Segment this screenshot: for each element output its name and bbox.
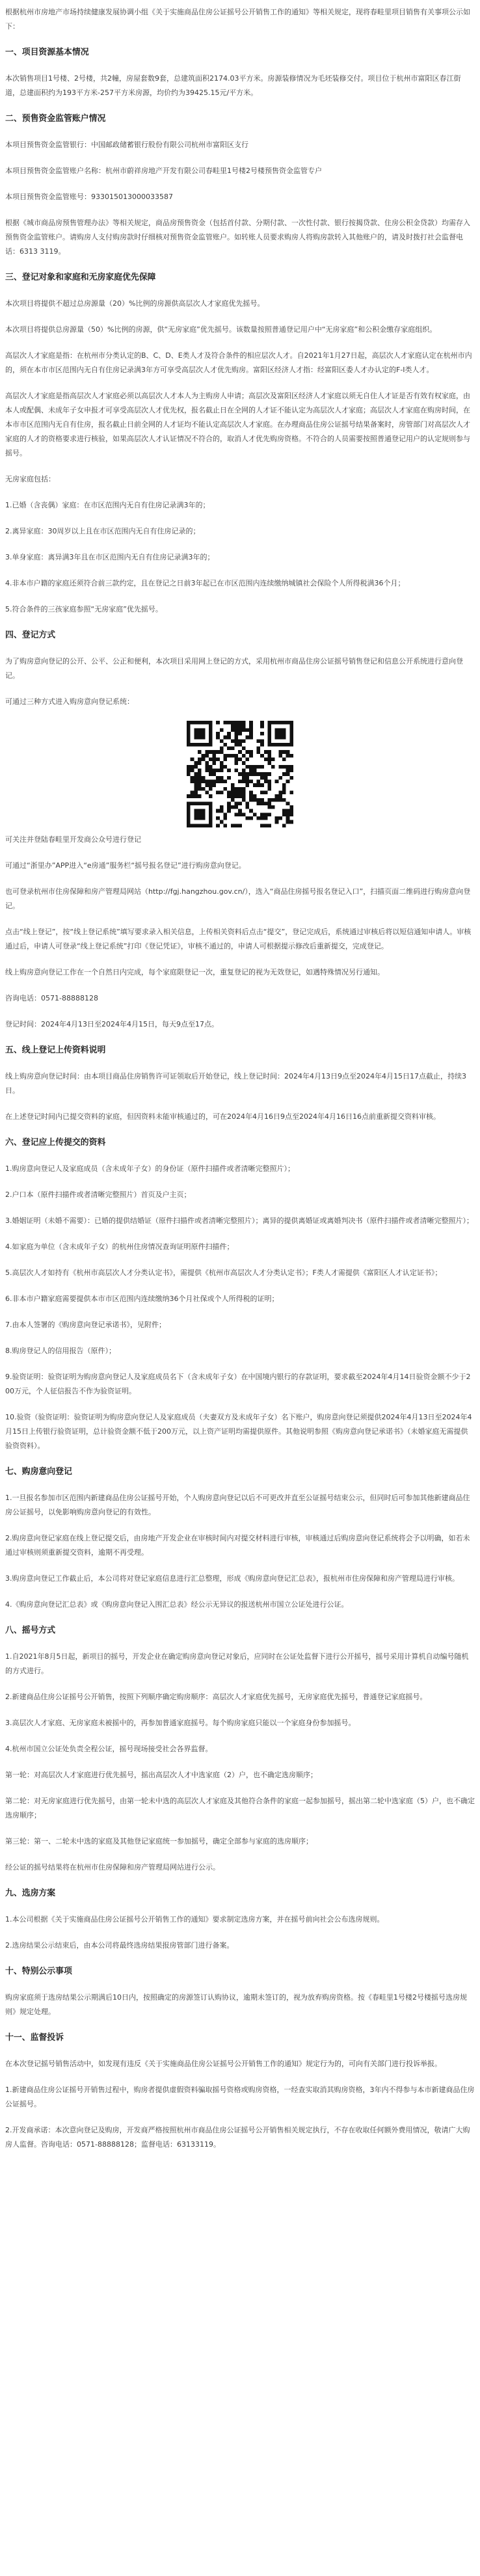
paragraph: 线上购房意向登记工作在一个自然日内完成，每个家庭限登记一次，重复登记的视为无效登记，如遇特殊情况另行通知。 [5,968,384,976]
section-heading: 八、摇号方式 [5,1626,56,1635]
paragraph: 登记时间：2024年4月13日至2024年4月15日，每天9点至17点。 [5,1020,219,1028]
paragraph: 购房家庭须于选房结果公示期满后10日内，按照确定的房源签订认购协议，逾期未签订的，视为放弃购房资格。按《春畦里1号楼2号楼摇号选房规则》规定处理。 [5,1993,467,2016]
paragraph: 本项目预售资金监管银行：中国邮政储蓄银行股份有限公司杭州市富阳区支行 [5,141,248,149]
paragraph: 3.婚姻证明（未婚不需要）：已婚的提供结婚证（原件扫描件或者清晰完整照片）；离异的提供离婚证或离婚判决书（原件扫描件或者清晰完整照片）； [5,1216,473,1225]
paragraph: 也可登录杭州市住房保障和房产管理局网站（http://fgj.hangzhou.gov.cn/），选入“商品住房摇号报名登记入口”，扫描页面二维码进行购房意向登记。 [5,887,471,910]
paragraph: 高层次人才家庭是指：在杭州市分类认定的B、C、D、E类人才及符合条件的相应层次人才。自2021年1月27日起，高层次人才家庭认定在杭州市内的，须在本市市区范围内无自有住房记录满3年方可享受高层次人才优先购房。富阳区经济人才指：经富阳区委人才办认定的F-I类人才。 [5,351,472,374]
paragraph: 6.非本市户籍家庭需要提供本市市区范围内连续缴纳36个月社保或个人所得税的证明； [5,1295,279,1303]
paragraph: 根据杭州市房地产市场持续健康发展协调小组《关于实施商品住房公证摇号公开销售工作的通知》等相关规定，现将春畦里项目销售有关事项公示如下： [5,8,470,31]
paragraph: 本次销售项目1号楼、2号楼，共2幢，房屋套数9套，总建筑面积2174.03平方米。房源装修情况为毛坯装修交付。项目位于杭州市富阳区春江街道，总建面积约为193平方米-257平方米房源，均价约为39425.15元/平方米。 [5,74,461,97]
paragraph: 1.自2021年8月5日起，新项目的摇号，开发企业在确定购房意向登记对象后，应同时在公证处监督下进行公开摇号，摇号采用计算机自动编号随机的方式进行。 [5,1652,469,1675]
paragraph: 4.杭州市国立公证处负责全程公证，摇号现场接受社会各界监督。 [5,1745,213,1753]
paragraph: 高层次人才家庭是指高层次人才家庭必须以高层次人才本人为主购房人申请；高层次及富阳区经济人才家庭以须无自住人才证是否有效有权家庭，由本人或配偶、未成年子女申报才可享受高层次人才优先权，报名截止日在全网的人才证不能认定为高层次人才家庭；高层次人才家庭在购房时间，在本市市区范围内无自有住房，报名截止日前全网的人才证均不能认定高层次人才家庭。在办理商品住房公证摇号结果备案时，房管部门对高层次人才家庭的人才的资格要求进行核验，如果高层次人才认证情况不符合的，取消人才优先购房资格。不符合的人员需要按照普通登记用户的认定规则参与摇号。 [5,392,470,457]
paragraph: 本项目预售资金监管账号：933015013000033587 [5,193,173,201]
section-heading: 六、登记应上传提交的资料 [5,1138,106,1147]
paragraph: 4.非本市户籍的家庭还须符合前三款约定，且在登记之日前3年起已在市区范围内连续缴纳城镇社会保险个人所得税满36个月； [5,579,405,587]
paragraph: 可通过三种方式进入购房意向登记系统： [5,697,134,706]
paragraph: 1.一旦报名参加市区范围内新建商品住房公证摇号开始，个人购房意向登记以后不可更改并直至公证摇号结束公示，但同时后可参加其他新建商品住房公证摇号，以免影响购房意向登记的有效性。 [5,1494,470,1516]
section-heading: 十、特别公示事项 [5,1966,72,1976]
paragraph: 4.《购房意向登记汇总表》或《购房意向登记入围汇总表》经公示无异议的报送杭州市国立公证处进行公证。 [5,1600,349,1609]
paragraph: 可通过“浙里办”APP进入“e房通”服务栏“摇号报名登记”进行购房意向登记。 [5,861,246,870]
paragraph: 经公证的摇号结果将在杭州市住房保障和房产管理局网站进行公示。 [5,1863,220,1872]
paragraph: 在本次登记摇号销售活动中，如发现有违反《关于实施商品住房公证摇号公开销售工作的通知》规定行为的，可向有关部门进行投诉举报。 [5,2059,442,2068]
paragraph: 10.验资（验资证明：验资证明为购房意向登记人及家庭成员（夫妻双方及未成年子女）名下账户，购房意向登记须提供2024年4月13日至2024年4月15日上传银行验资证明，总计验资金额不低于200万元，以上资产证明均需提供原件。其他说明参照《购房意向登记承诺书》（未婚家庭无需提供验资资料）。 [5,1413,472,1450]
section-heading: 十一、监督投诉 [5,2033,64,2043]
section-heading: 四、登记方式 [5,630,56,640]
paragraph: 1.已婚（含丧偶）家庭：在市区范围内无自有住房记录满3年的； [5,501,210,509]
paragraph: 3.单身家庭：离异满3年且在市区范围内无自有住房记录满3年的； [5,553,215,561]
paragraph: 9.验资证明：验资证明为购房意向登记人及家庭成员名下（含未成年子女）在中国境内银行的存款证明，要求截至2024年4月14日验资金额不少于200万元，个人征信报告不作为验资证明。 [5,1373,471,1395]
section-heading: 五、线上登记上传资料说明 [5,1045,106,1055]
paragraph: 2.新建商品住房公证摇号公开销售，按照下列顺序确定购房顺序：高层次人才家庭优先摇号，无房家庭优先摇号，普通登记家庭摇号。 [5,1693,427,1701]
paragraph: 2.离异家庭：30周岁以上且在市区范围内无自有住房记录的； [5,527,200,535]
notice-body-part2 [5,859,475,2152]
paragraph: 根据《城市商品房预售管理办法》等相关规定，商品房预售资金（包括首付款、分期付款、一次性付款、银行按揭贷款、住房公积金贷款）均需存入预售资金监管账户。请购房人支付购房款时仔细核对预售资金监管账户。如转账人员要求购房人将购房款转入其他账户的，请及时拨打社会监督电话：6313 3119。 [5,219,470,256]
paragraph: 无房家庭包括： [5,475,55,483]
paragraph: 第三轮：第一、二轮未中选的家庭及其他登记家庭统一参加摇号，确定全部参与家庭的选房顺序； [5,1837,313,1845]
paragraph: 8.购房登记人的信用报告（原件）； [5,1347,116,1355]
section-heading: 一、项目资源基本情况 [5,47,89,57]
section-heading: 三、登记对象和家庭和无房家庭优先保障 [5,273,156,282]
qr-code-container [5,721,475,827]
paragraph: 点击“线上登记”，按“线上登记系统”填写要求录入相关信息，上传相关资料后点击“提交”，登记完成后，系统通过审核后将以短信通知申请人。审核通过后，申请人可登录“线上登记系统”打印《登记凭证》，审核不通过的，申请人可根据提示修改后重新提交，完成登记。 [5,928,472,950]
paragraph: 本项目预售资金监管账户名称：杭州市蔚祥房地产开发有限公司春畦里1号楼2号楼预售资金监管专户 [5,167,322,175]
paragraph: 本次项目将提供总房源量（50）%比例的房源，供“无房家庭”优先摇号。该数量按照普通登记用户中“无房家庭”和公积金缴存家庭组织。 [5,325,437,334]
paragraph: 7.由本人签署的《购房意向登记承诺书》，见附件； [5,1321,166,1329]
paragraph: 3.高层次人才家庭、无房家庭未被摇中的，再参加普通家庭摇号。每个购房家庭只能以一个家庭身份参加摇号。 [5,1719,356,1727]
paragraph: 1.新建商品住房公证摇号开销售过程中，购房者提供虚假资料骗取摇号资格或购房资格，一经查实取消其购房资格，3年内不得参与本市新建商品住房公证摇号。 [5,2086,475,2108]
paragraph: 线上购房意向登记时间：由本项目商品住房销售许可证领取后开始登记，线上登记时间：2024年4月13日9点至2024年4月15日17点截止，持续3日。 [5,1072,466,1095]
paragraph: 1.本公司根据《关于实施商品住房公证摇号公开销售工作的通知》要求制定选房方案，并在摇号前向社会公布选房规则。 [5,1915,384,1924]
paragraph: 在上述登记时间内已提交资料的家庭，但因资料未能审核通过的，可在2024年4月16日9点至2024年4月16日16点前重新提交资料审核。 [5,1112,440,1121]
paragraph: 5.符合条件的三孩家庭参照“无房家庭”优先摇号。 [5,605,163,613]
paragraph: 第二轮：对无房家庭进行优先摇号，由第一轮未中选的高层次人才家庭及其他符合条件的家庭一起参加摇号，摇出第二轮中选家庭（5）户，也不确定选房顺序； [5,1797,475,1819]
section-heading: 七、购房意向登记 [5,1467,72,1477]
paragraph: 2.选房结果公示结束后，由本公司将最终选房结果报房管部门进行备案。 [5,1941,234,1950]
paragraph: 第一轮：对高层次人才家庭进行优先摇号，摇出高层次人才中选家庭（2）户，也不确定选房顺序； [5,1771,317,1779]
paragraph: 为了购房意向登记的公开、公平、公正和便利，本次项目采用网上登记的方式，采用杭州市商品住房公证摇号销售登记和信息公开系统进行意向登记。 [5,657,463,680]
section-heading: 九、选房方案 [5,1888,56,1898]
paragraph: 2.购房意向登记家庭在线上登记提交后，由房地产开发企业在审核时间内对提交材料进行审核，审核通过后购房意向登记系统将会予以明确，如若未通过审核则须重新提交资料，逾期不再受理。 [5,1534,470,1557]
paragraph: 2.开发商承诺：本次意向登记及购房，开发商严格按照杭州市商品住房公证摇号公开销售相关规定执行，不存在收取任何额外费用情况，敬请广大购房人监督。咨询电话：0571-88888128；监督电话：63133119。 [5,2126,470,2149]
paragraph: 本次项目将提供不超过总房源量（20）%比例的房源供高层次人才家庭优先摇号。 [5,299,265,308]
qr-code[interactable] [187,721,293,827]
paragraph: 咨询电话：0571-88888128 [5,994,98,1002]
qr-caption: 可关注并登陆春畦里开发商公众号进行登记 [5,835,141,844]
paragraph: 2.户口本（原件扫描件或者清晰完整照片）首页及户主页； [5,1190,191,1199]
section-heading: 二、预售资金监管账户情况 [5,114,106,124]
paragraph: 3.购房意向登记工作截止后，本公司将对登记家庭信息进行汇总整理，形成《购房意向登记汇总表》，报杭州市住房保障和房产管理局进行审核。 [5,1574,459,1583]
paragraph: 5.高层次人才如持有《杭州市高层次人才分类认定书》，需提供《杭州市高层次人才分类认定书》；F类人才需提供《富阳区人才认定证书》； [5,1268,442,1277]
paragraph: 1.购房意向登记人及家庭成员（含未成年子女）的身份证（原件扫描件或者清晰完整照片）； [5,1164,295,1173]
paragraph: 4.如家庭为单位（含未成年子女）的杭州住房情况查询证明原件扫描件； [5,1242,234,1251]
notice-body-part1 [5,5,475,709]
